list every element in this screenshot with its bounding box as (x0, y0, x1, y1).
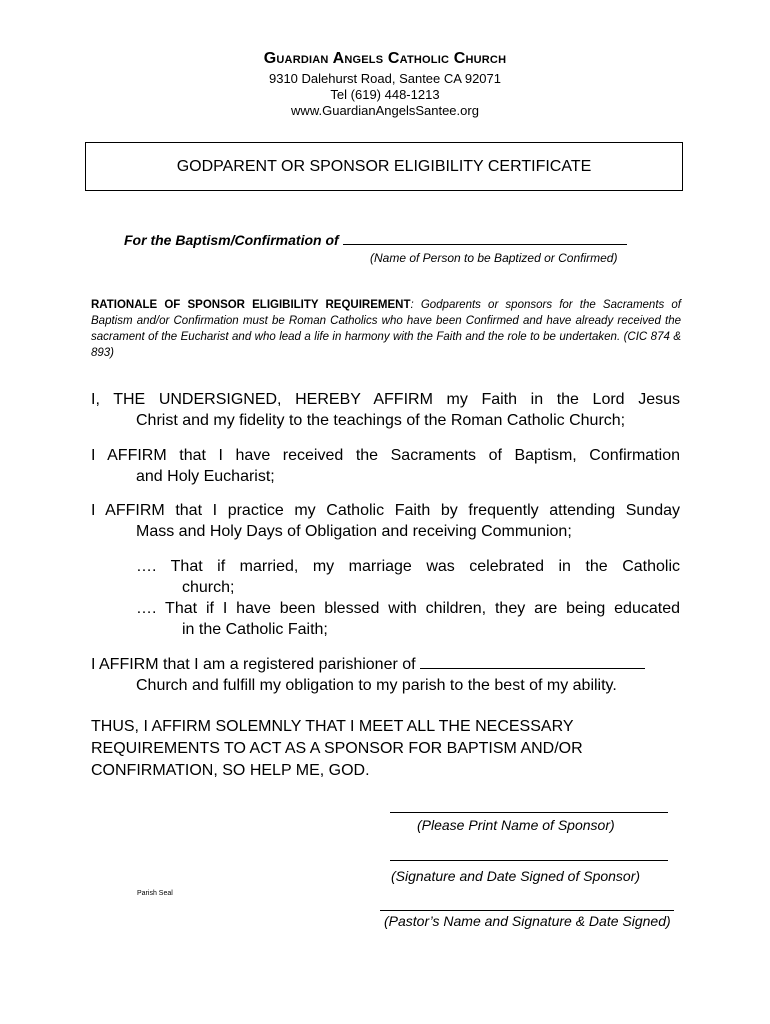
affirmation-line: church; (182, 579, 235, 596)
affirmation-line: I, THE UNDERSIGNED, HEREBY AFFIRM my Faith in the Lord Jesus (91, 391, 680, 408)
church-phone: Tel (619) 448-1213 (330, 87, 440, 102)
church-name: Guardian Angels Catholic Church (263, 50, 507, 67)
candidate-name-blank[interactable] (343, 230, 627, 245)
affirmation-line: and Holy Eucharist; (136, 468, 275, 485)
print-name-label: (Please Print Name of Sponsor) (417, 817, 615, 833)
for-line-label: For the Baptism/Confirmation of (124, 232, 339, 248)
affirmation-line: …. That if I have been blessed with children, they are being educated (136, 600, 680, 617)
affirmation-line (91, 653, 680, 675)
affirmation-2 (91, 445, 680, 487)
affirmation-line: I AFFIRM that I have received the Sacraments of Baptism, Confirmation (91, 447, 680, 464)
affirmation-line: Mass and Holy Days of Obligation and receiving Communion; (136, 523, 572, 540)
affirmation-3 (91, 500, 680, 542)
certificate-title: GODPARENT OR SPONSOR ELIGIBILITY CERTIFICATE (176, 157, 592, 175)
parish-seal-label: Parish Seal (137, 890, 173, 897)
affirmation-children (91, 598, 680, 640)
affirmation-line: in the Catholic Faith; (182, 621, 328, 638)
for-line (124, 230, 627, 248)
affirmation-line: Church and fulfill my obligation to my parish to the best of my ability. (136, 677, 617, 694)
solemn-affirmation: THUS, I AFFIRM SOLEMNLY THAT I MEET ALL THE NECESSARY REQUIREMENTS TO ACT AS A SPONSOR FOR BAPTISM AND/OR CONFIRMATION, SO HELP ME, GOD. (91, 718, 583, 779)
affirmation-line: Christ and my fidelity to the teachings of the Roman Catholic Church; (136, 412, 626, 429)
parishioner-label: I AFFIRM that I am a registered parishioner of (91, 656, 416, 673)
pastor-signature-label: (Pastor’s Name and Signature & Date Signed) (384, 913, 671, 929)
rationale-body: : Godparents or sponsors for the Sacraments of Baptism and/or Confirmation must be Roman Catholics who have been Confirmed and have already received the sacrament of the Eucharist and who lead a life in harmony with the Faith and the role to be undertaken. (CIC 874 & 893) (91, 299, 681, 359)
affirmation-married (91, 556, 680, 598)
parish-name-blank[interactable] (420, 653, 645, 669)
affirmation-line: …. That if married, my marriage was celebrated in the Catholic (136, 558, 680, 575)
rationale-lead: RATIONALE OF SPONSOR ELIGIBILITY REQUIREMENT (91, 299, 411, 311)
candidate-name-note: (Name of Person to be Baptized or Confirmed) (370, 251, 618, 265)
sponsor-signature-label: (Signature and Date Signed of Sponsor) (391, 868, 641, 884)
church-website: www.GuardianAngelsSantee.org (291, 103, 479, 118)
rationale-paragraph (91, 297, 681, 361)
certificate-title-box (85, 142, 683, 191)
pastor-signature-line[interactable] (380, 910, 674, 911)
affirmation-line: I AFFIRM that I practice my Catholic Faith by frequently attending Sunday (91, 502, 680, 519)
affirmation-1 (91, 389, 680, 431)
affirmation-parishioner (91, 653, 680, 696)
sponsor-signature-line[interactable] (390, 860, 668, 861)
church-address: 9310 Dalehurst Road, Santee CA 92071 (268, 71, 501, 86)
print-name-line[interactable] (390, 812, 668, 813)
